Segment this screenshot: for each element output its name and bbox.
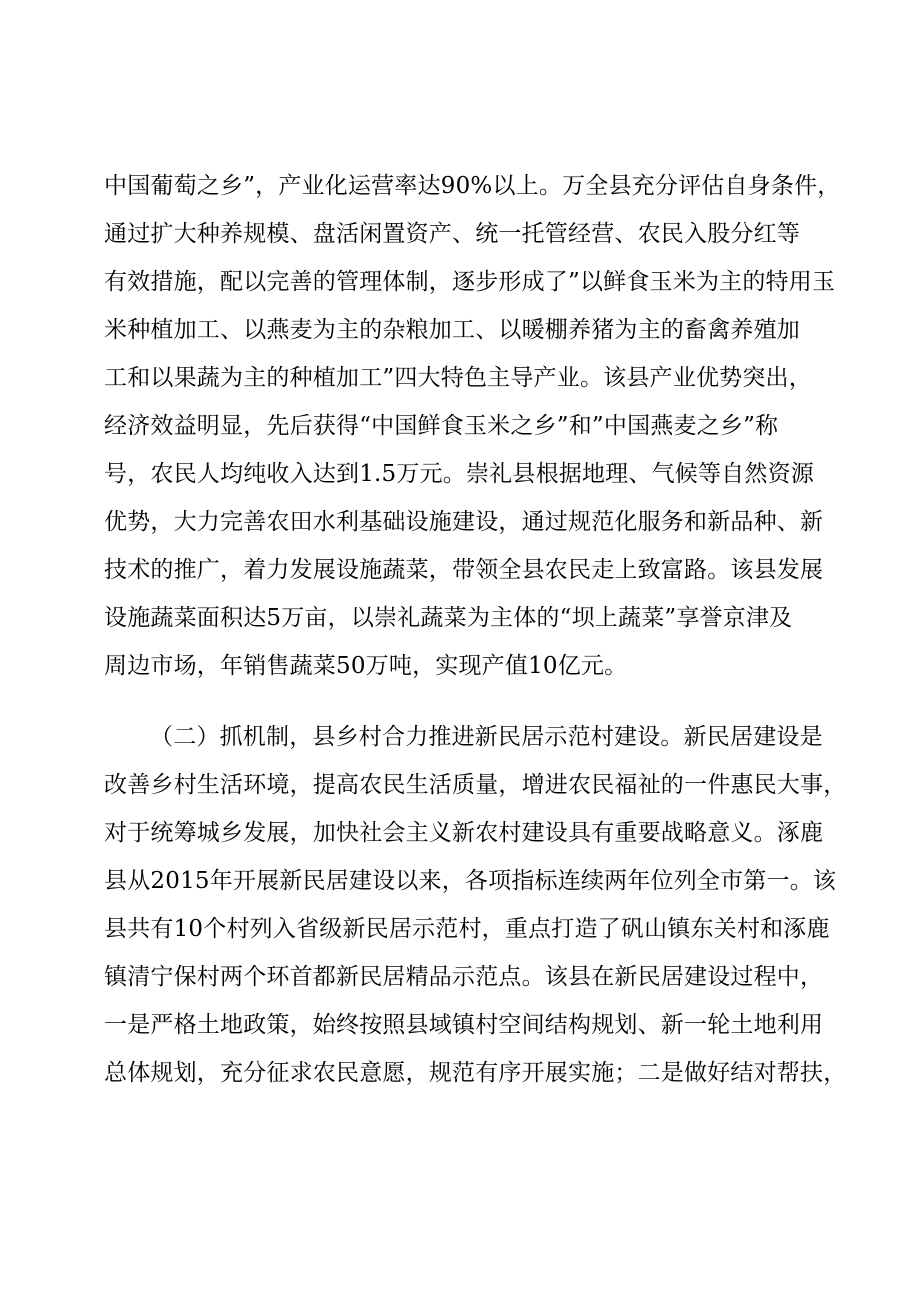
- paragraph-line: 通过扩大种养规模、盘活闲置资产、统一托管经营、农民入股分红等: [104, 221, 800, 247]
- paragraph-line: 优势，大力完善农田水利基础设施建设，通过规范化服务和新品种、新: [104, 509, 824, 535]
- paragraph-line: 县从2015年开展新民居建设以来，各项指标连续两年位列全市第一。该: [104, 868, 837, 894]
- paragraph-line: 经济效益明显，先后获得“中国鲜食玉米之乡”和”中国燕麦之乡”称: [104, 413, 779, 439]
- paragraph-2: [104, 713, 847, 1097]
- paragraph-line: 改善乡村生活环境，提高农民生活质量，增进农民福祉的一件惠民大事，: [104, 772, 847, 798]
- paragraph-line: 镇清宁保村两个环首都新民居精品示范点。该县在新民居建设过程中，: [104, 964, 824, 990]
- paragraph-line: 对于统筹城乡发展，加快社会主义新农村建设具有重要战略意义。涿鹿: [104, 820, 824, 846]
- paragraph-line: （二）抓机制，县乡村合力推进新民居示范村建设。新民居建设是: [150, 724, 823, 750]
- paragraph-line: 号，农民人均纯收入达到1.5万元。崇礼县根据地理、气候等自然资源: [104, 461, 814, 487]
- paragraph-line: 总体规划，充分征求农民意愿，规范有序开展实施；二是做好结对帮扶，: [104, 1060, 847, 1086]
- paragraph-1: [104, 162, 841, 690]
- paragraph-line: 一是严格土地政策，始终按照县域镇村空间结构规划、新一轮土地利用: [104, 1012, 824, 1038]
- paragraph-line: 技术的推广，着力发展设施蔬菜，带领全县农民走上致富路。该县发展: [104, 557, 824, 583]
- paragraph-line: 设施蔬菜面积达5万亩，以崇礼蔬菜为主体的“坝上蔬菜”享誉京津及: [104, 605, 793, 631]
- paragraph-line: 中国葡萄之乡”，产业化运营率达90%以上。万全县充分评估自身条件，: [104, 173, 841, 199]
- paragraph-line: 米种植加工、以燕麦为主的杂粮加工、以暖棚养猪为主的畜禽养殖加: [104, 317, 800, 343]
- paragraph-line: 工和以果蔬为主的种植加工”四大特色主导产业。该县产业优势突出，: [104, 365, 812, 391]
- paragraph-line: 周边市场，年销售蔬菜50万吨，实现产值10亿元。: [104, 653, 628, 679]
- paragraph-line: 有效措施，配以完善的管理体制，逐步形成了”以鲜食玉米为主的特用玉: [104, 269, 836, 295]
- paragraph-line: 县共有10个村列入省级新民居示范村，重点打造了矾山镇东关村和涿鹿: [104, 916, 830, 942]
